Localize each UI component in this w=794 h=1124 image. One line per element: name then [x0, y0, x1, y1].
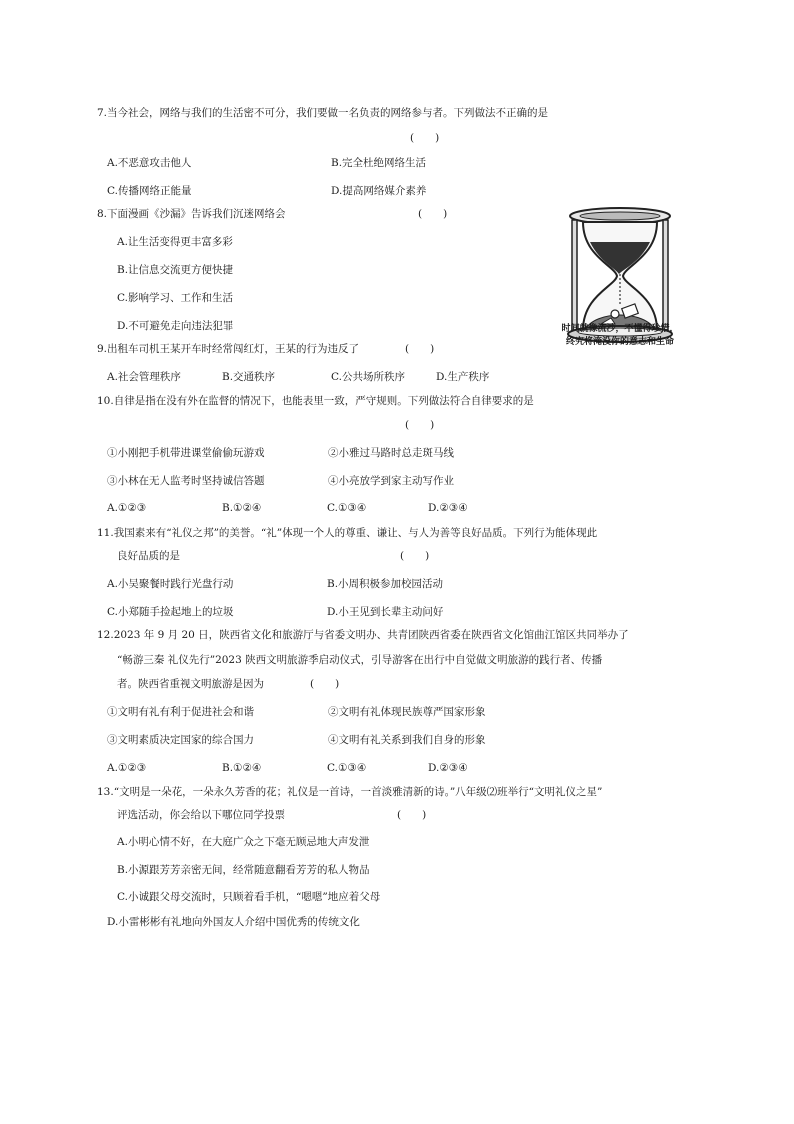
cartoon-caption-line2: 终究将淹没你的意志和生命: [565, 337, 674, 347]
q12-option-d: D.②③④: [428, 762, 468, 774]
q13-option-c: C.小诚跟父母交流时，只顾着看手机，“嗯嗯”地应着父母: [117, 891, 381, 903]
q10-statement-3: ③小林在无人监考时坚持诚信答题: [107, 475, 265, 487]
q10-stem: 10.自律是指在没有外在监督的情况下，也能表里一致，严守规则。下列做法符合自律要求的是: [97, 395, 534, 407]
q7-option-d: D.提高网络媒介素养: [331, 185, 427, 197]
q11-option-c: C.小郑随手捡起地上的垃圾: [107, 606, 234, 618]
q10-option-c: C.①③④: [327, 502, 367, 514]
q8-option-a: A.让生活变得更丰富多彩: [117, 236, 233, 248]
q7-option-a: A.不恶意攻击他人: [107, 157, 192, 169]
q12-stem-line2: “畅游三秦 礼仪先行”2023 陕西文明旅游季启动仪式，引导游客在出行中自觉做文明旅游的践行者、传播: [117, 654, 603, 666]
q12-statement-3: ③文明素质决定国家的综合国力: [107, 734, 254, 746]
q12-stem-line3: 者。陕西省重视文明旅游是因为: [117, 678, 264, 690]
q10-option-b: B.①②④: [222, 502, 262, 514]
q7-stem: 7.当今社会，网络与我们的生活密不可分，我们要做一名负责的网络参与者。下列做法不正确的是: [97, 107, 549, 119]
q10-option-d: D.②③④: [428, 502, 468, 514]
q13-stem-line2: 评选活动，你会给以下哪位同学投票: [117, 809, 285, 821]
q11-option-a: A.小吴聚餐时践行光盘行动: [107, 578, 234, 590]
q10-statement-2: ②小雅过马路时总走斑马线: [328, 447, 454, 459]
cartoon-caption-line1: 时间就像流沙，不懂得珍惜，: [561, 324, 679, 334]
q13-answer-blank: ( ): [397, 809, 427, 821]
q11-option-d: D.小王见到长辈主动问好: [327, 606, 444, 618]
q11-stem-line2: 良好品质的是: [117, 550, 180, 562]
q9-option-c: C.公共场所秩序: [331, 371, 405, 383]
q9-option-d: D.生产秩序: [436, 371, 490, 383]
q12-statement-2: ②文明有礼体现民族尊严国家形象: [328, 706, 486, 718]
q10-statement-4: ④小亮放学到家主动写作业: [328, 475, 454, 487]
q10-answer-blank: ( ): [405, 419, 435, 431]
q10-statement-1: ①小刚把手机带进课堂偷偷玩游戏: [107, 447, 265, 459]
q8-option-d: D.不可避免走向违法犯罪: [117, 320, 234, 332]
q12-stem-line1: 12.2023 年 9 月 20 日，陕西省文化和旅游厅与省委文明办、共青团陕西省委在陕西省文化馆曲江馆区共同举办了: [97, 629, 629, 641]
q12-answer-blank: ( ): [310, 678, 340, 690]
q12-option-a: A.①②③: [107, 762, 147, 774]
q13-option-d: D.小雷彬彬有礼地向外国友人介绍中国优秀的传统文化: [107, 916, 360, 928]
q10-option-a: A.①②③: [107, 502, 147, 514]
q11-stem-line1: 11.我国素来有“礼仪之邦”的美誉。“礼”体现一个人的尊重、谦让、与人为善等良好品质。下列行为能体现此: [97, 527, 598, 539]
q13-option-b: B.小源跟芳芳亲密无间，经常随意翻看芳芳的私人物品: [117, 864, 370, 876]
q9-option-a: A.社会管理秩序: [107, 371, 181, 383]
q12-statement-4: ④文明有礼关系到我们自身的形象: [328, 734, 486, 746]
q7-option-b: B.完全杜绝网络生活: [331, 157, 427, 169]
q7-option-c: C.传播网络正能量: [107, 185, 192, 197]
q12-option-b: B.①②④: [222, 762, 262, 774]
q13-stem-line1: 13.“文明是一朵花，一朵永久芳香的花；礼仪是一首诗，一首淡雅清新的诗。”八年级⑵班举行“文明礼仪之星”: [97, 786, 603, 798]
q9-option-b: B.交通秩序: [222, 371, 276, 383]
q12-statement-1: ①文明有礼有利于促进社会和谐: [107, 706, 254, 718]
q8-option-c: C.影响学习、工作和生活: [117, 292, 233, 304]
q11-option-b: B.小周积极参加校园活动: [327, 578, 444, 590]
q7-answer-blank: ( ): [410, 132, 440, 144]
q12-option-c: C.①③④: [327, 762, 367, 774]
q13-option-a: A.小明心情不好，在大庭广众之下毫无顾忌地大声发泄: [117, 836, 370, 848]
q8-option-b: B.让信息交流更方便快捷: [117, 264, 234, 276]
q9-answer-blank: ( ): [405, 343, 435, 355]
q8-answer-blank: ( ): [418, 208, 448, 220]
q9-stem: 9.出租车司机王某开车时经常闯红灯，王某的行为违反了: [97, 343, 360, 355]
q11-answer-blank: ( ): [400, 550, 430, 562]
q8-stem: 8.下面漫画《沙漏》告诉我们沉迷网络会: [97, 208, 286, 220]
